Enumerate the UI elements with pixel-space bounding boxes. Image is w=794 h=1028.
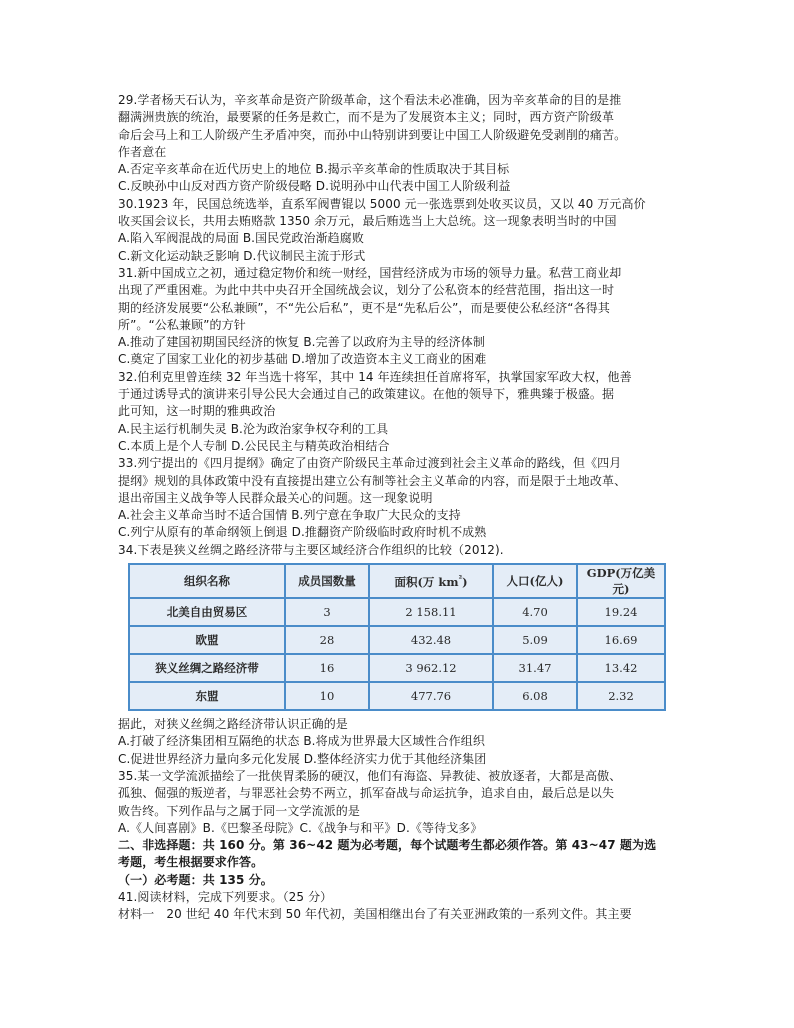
- section-heading: 考题，考生根据要求作答。: [118, 855, 264, 870]
- question-31: [118, 265, 680, 369]
- header-area: 面积(万 $km^{^2}$): [369, 564, 493, 598]
- cell-member-count: 3: [285, 598, 369, 626]
- q31-stem-line: 期的经济发展要“公私兼顾”，不“先公后私”，更不是“先私后公”，而是要使公私经济“各得其: [118, 300, 610, 315]
- q35-stem-line: 孤独、倔强的叛逆者，与罪恶社会势不两立，抓军奋战与命运抗争，追求自由，最后总是以失: [118, 786, 615, 801]
- cell-area: 477.76: [369, 682, 493, 710]
- q32-options: C.本质上是个人专制 D.公民民主与精英政治相结合: [118, 438, 390, 453]
- q35-options: A.《人间喜剧》B.《巴黎圣母院》C.《战争与和平》D.《等待戈多》: [118, 820, 483, 835]
- question-29: [118, 92, 680, 196]
- comparison-table: [128, 563, 666, 711]
- q33-options: C.列宁从原有的革命纲领上倒退 D.推翻资产阶级临时政府时机不成熟: [118, 525, 487, 540]
- cell-population: 5.09: [493, 626, 577, 654]
- cell-gdp: 13.42: [577, 654, 665, 682]
- cell-population: 6.08: [493, 682, 577, 710]
- cell-gdp: 19.24: [577, 598, 665, 626]
- cell-member-count: 16: [285, 654, 369, 682]
- cell-member-count: 28: [285, 626, 369, 654]
- header-population: 人口(亿人): [493, 564, 577, 598]
- q29-stem-line: 作者意在: [118, 144, 167, 159]
- question-33: [118, 455, 680, 541]
- question-32: [118, 369, 680, 455]
- q31-stem-line: 所”。“公私兼顾”的方针: [118, 317, 246, 332]
- header-gdp: GDP(万亿美元): [577, 564, 665, 598]
- cell-org-name: 狭义丝绸之路经济带: [129, 654, 285, 682]
- question-34: [118, 542, 680, 768]
- q29-stem-line: 29.学者杨天石认为，辛亥革命是资产阶级革命，这个看法未必准确，因为辛亥革命的目的是推: [118, 93, 622, 107]
- q33-stem-line: 退出帝国主义战争等人民群众最关心的问题。这一现象说明: [118, 490, 433, 505]
- q30-stem-line: 30.1923 年，民国总统选举，直系军阀曹锟以 5000 元一张选票到处收买议员，又以 40 万元高价: [118, 196, 646, 211]
- q33-stem-line: 33.列宁提出的《四月提纲》确定了由资产阶级民主革命过渡到社会主义革命的路线，但《四月: [118, 456, 622, 471]
- q30-options: C.新文化运动缺乏影响 D.代议制民主流于形式: [118, 248, 366, 263]
- q33-options: A.社会主义革命当时不适合国情 B.列宁意在争取广大民众的支持: [118, 508, 461, 523]
- exam-page: [118, 92, 680, 924]
- cell-member-count: 10: [285, 682, 369, 710]
- section-subheading: （一）必考题：共 135 分。: [118, 872, 273, 887]
- q32-stem-line: 于通过诱导式的演讲来引导公民大会通过自己的政策建议。在他的领导下，雅典臻于极盛。据: [118, 387, 615, 402]
- table-row: [129, 598, 665, 626]
- q34-options: C.促进世界经济力量向多元化发展 D.整体经济实力优于其他经济集团: [118, 751, 487, 766]
- cell-population: 31.47: [493, 654, 577, 682]
- cell-area: 432.48: [369, 626, 493, 654]
- q31-options: C.奠定了国家工业化的初步基础 D.增加了改造资本主义工商业的困难: [118, 352, 487, 367]
- question-35: [118, 768, 680, 837]
- q31-stem-line: 出现了严重困难。为此中共中央召开全国统战会议，划分了公私资本的经营范围，指出这一时: [118, 283, 615, 298]
- q29-stem-line: 命后会马上和工人阶级产生矛盾冲突，而孙中山特别讲到要让中国工人阶级避免受剥削的痛苦。: [118, 127, 627, 142]
- q31-options: A.推动了建国初期国民经济的恢复 B.完善了以政府为主导的经济体制: [118, 335, 485, 350]
- table-row: [129, 654, 665, 682]
- q30-options: A.陷入军阀混战的局面 B.国民党政治渐趋腐败: [118, 231, 364, 246]
- q31-stem-line: 31.新中国成立之初，通过稳定物价和统一财经，国营经济成为市场的领导力量。私营工商业却: [118, 265, 622, 280]
- q34-intro: 34.下表是狭义丝绸之路经济带与主要区域经济合作组织的比较（2012).: [118, 542, 504, 557]
- q34-options: A.打破了经济集团相互隔绝的状态 B.将成为世界最大区域性合作组织: [118, 734, 485, 749]
- q41-material: 材料一 20 世纪 40 年代末到 50 年代初，美国相继出台了有关亚洲政策的一系列文件。其主要: [118, 907, 632, 922]
- q29-options: C.反映孙中山反对西方资产阶级侵略 D.说明孙中山代表中国工人阶级利益: [118, 179, 511, 194]
- section-heading: 二、非选择题：共 160 分。第 36~42 题为必考题，每个试题考生都必须作答。第 43~47 题为选: [118, 838, 657, 853]
- q34-stem-after: 据此，对狭义丝绸之路经济带认识正确的是: [118, 717, 348, 732]
- cell-population: 4.70: [493, 598, 577, 626]
- q33-stem-line: 提纲》规划的具体政策中没有直接提出建立公有制等社会主义革命的内容，而是限于土地改革、: [118, 473, 627, 488]
- q35-stem-line: 35.某一文学流派描绘了一批侠胃柔肠的硬汉，他们有海盗、异教徒、被放逐者，大都是高傲、: [118, 768, 622, 783]
- cell-area: 3 962.12: [369, 654, 493, 682]
- table-row: [129, 682, 665, 710]
- table-row: [129, 626, 665, 654]
- q29-stem-line: 翻满洲贵族的统治，最要紧的任务是救亡，而不是为了发展资本主义；同时，西方资产阶级革: [118, 110, 615, 125]
- q32-stem-line: 此可知，这一时期的雅典政治: [118, 404, 276, 419]
- q41-stem: 41.阅读材料，完成下列要求。（25 分）: [118, 889, 333, 904]
- cell-org-name: 东盟: [129, 682, 285, 710]
- cell-org-name: 欧盟: [129, 626, 285, 654]
- cell-gdp: 16.69: [577, 626, 665, 654]
- cell-org-name: 北美自由贸易区: [129, 598, 285, 626]
- header-member-count: 成员国数量: [285, 564, 369, 598]
- header-org-name: 组织名称: [129, 564, 285, 598]
- cell-gdp: 2.32: [577, 682, 665, 710]
- question-30: [118, 196, 680, 265]
- q29-options: A.否定辛亥革命在近代历史上的地位 B.揭示辛亥革命的性质取决于其目标: [118, 162, 510, 177]
- q32-options: A.民主运行机制失灵 B.沦为政治家争权夺利的工具: [118, 421, 389, 436]
- table-header-row: [129, 564, 665, 598]
- q32-stem-line: 32.伯利克里曾连续 32 年当选十将军，其中 14 年连续担任首席将军，执掌国家军政大权，他善: [118, 369, 632, 384]
- cell-area: 2 158.11: [369, 598, 493, 626]
- q30-stem-line: 收买国会议长，共用去贿赂款 1350 余万元，最后贿选当上大总统。这一现象表明当时的中国: [118, 214, 617, 229]
- q35-stem-line: 败告终。下列作品与之属于同一文学流派的是: [118, 803, 361, 818]
- section-2: [118, 837, 680, 923]
